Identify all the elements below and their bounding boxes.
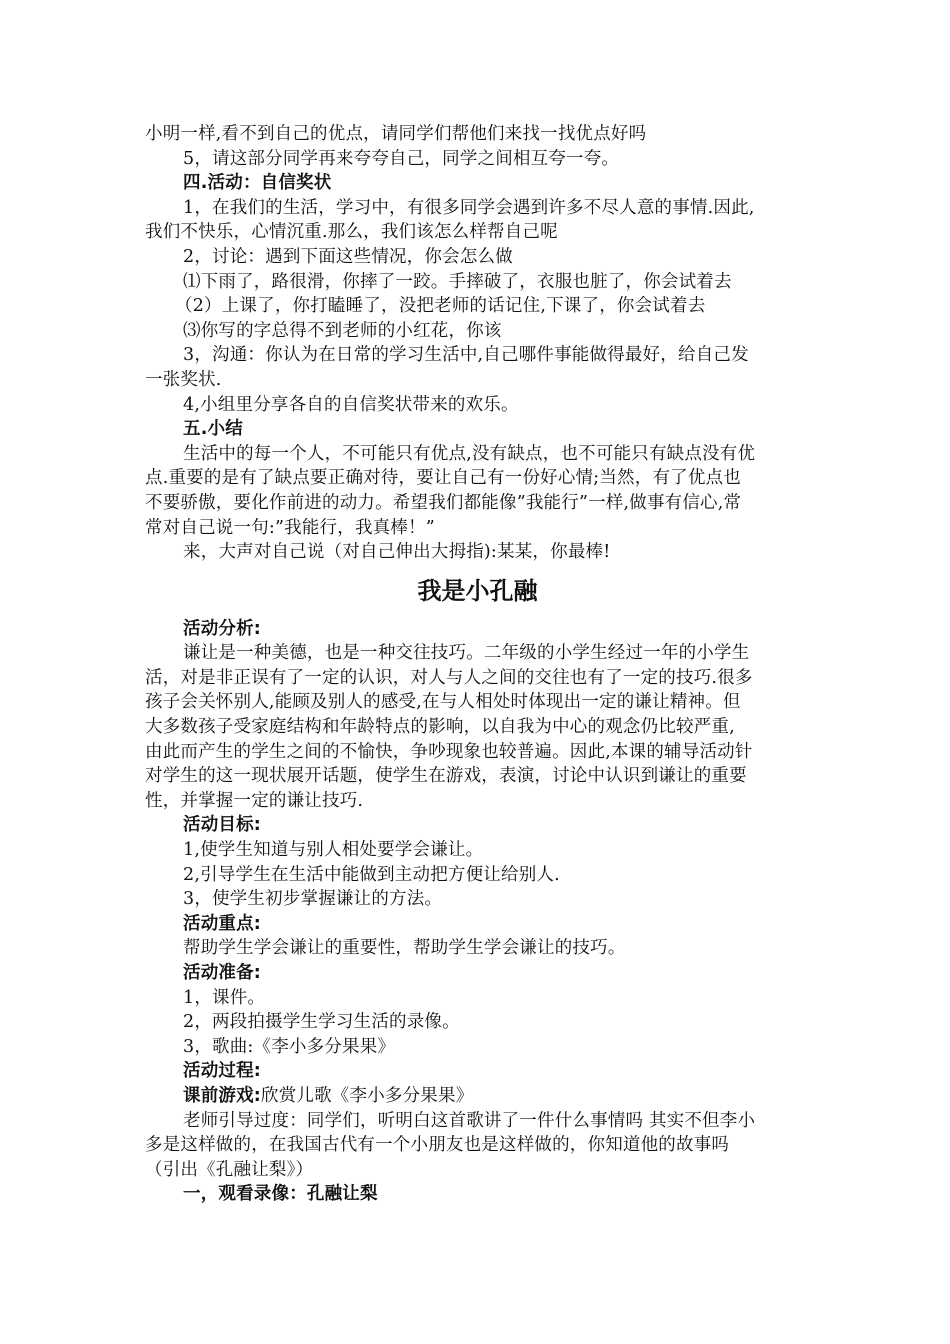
text-line: ⑴下雨了，路很滑，你摔了一跤。手摔破了，衣服也脏了，你会试着去 <box>183 271 732 292</box>
text-line: 大多数孩子受家庭结构和年龄特点的影响，以自我为中心的观念仍比较严重, <box>145 717 735 738</box>
label-analysis: 活动分析: <box>183 618 261 639</box>
text-line: 2,引导学生在生活中能做到主动把方便让给别人. <box>183 864 560 885</box>
label-key: 活动重点: <box>183 913 261 934</box>
text-line: 5，请这部分同学再来夸夸自己，同学之间相互夸一夸。 <box>183 148 620 169</box>
label-goals: 活动目标: <box>183 815 261 836</box>
text-line: 性，并掌握一定的谦让技巧. <box>145 790 364 811</box>
section-heading-4: 四.活动：自信奖状 <box>183 173 332 194</box>
text-line: 来，大声对自己说（对自己伸出大拇指):某某，你最棒! <box>183 542 611 563</box>
text-line: 1，课件。 <box>183 987 266 1008</box>
text-line: 谦让是一种美德，也是一种交往技巧。二年级的小学生经过一年的小学生 <box>183 643 750 664</box>
text-line: 一张奖状. <box>145 369 222 390</box>
step-heading-1: 一，观看录像：孔融让梨 <box>183 1184 378 1205</box>
text-line: （2）上课了，你打瞌睡了，没把老师的话记住,下课了，你会试着去 <box>175 296 706 317</box>
text-line: 不要骄傲，要化作前进的动力。希望我们都能像”我能行”一样,做事有信心,常 <box>145 492 742 513</box>
text-line <box>145 1084 810 1109</box>
text-line: 3，沟通：你认为在日常的学习生活中,自己哪件事能做得最好，给自己发 <box>183 345 749 366</box>
text-line: 1，在我们的生活，学习中，有很多同学会遇到许多不尽人意的事情.因此, <box>183 197 755 218</box>
section-heading-5: 五.小结 <box>183 419 243 440</box>
text-line: ⑶你写的字总得不到老师的小红花，你该 <box>183 320 502 341</box>
pregame-text: 欣赏儿歌《李小多分果果》 <box>261 1085 474 1106</box>
page-title: 我是小孔融 <box>417 576 538 605</box>
text-line: 3，歌曲:《李小多分果果》 <box>183 1036 396 1057</box>
label-pregame: 课前游戏: <box>183 1085 261 1106</box>
text-line: 生活中的每一个人，不可能只有优点,没有缺点，也不可能只有缺点没有优 <box>183 443 756 464</box>
text-line: 老师引导过度：同学们，听明白这首歌讲了一件什么事情吗 其实不但李小 <box>183 1110 756 1131</box>
text-line: 4,小组里分享各自的自信奖状带来的欢乐。 <box>183 394 519 415</box>
text-line: 帮助学生学会谦让的重要性，帮助学生学会谦让的技巧。 <box>183 938 626 959</box>
text-line: 点.重要的是有了缺点要正确对待，要让自己有一份好心情;当然，有了优点也 <box>145 468 741 489</box>
text-line: 3，使学生初步掌握谦让的方法。 <box>183 889 443 910</box>
text-line: 1,使学生知道与别人相处要学会谦让。 <box>183 840 484 861</box>
text-line: 小明一样,看不到自己的优点，请同学们帮他们来找一找优点好吗 <box>145 124 647 144</box>
text-line: （引出《孔融让梨》） <box>145 1159 314 1180</box>
document-page <box>145 122 810 1207</box>
text-line: 活，对是非正误有了一定的认识，对人与人之间的交往也有了一定的技巧.很多 <box>145 667 753 688</box>
label-process: 活动过程: <box>183 1061 261 1082</box>
label-prep: 活动准备: <box>183 963 261 983</box>
text-line: 常对自己说一句:”我能行，我真棒！” <box>145 517 435 538</box>
text-line: 我们不快乐，心情沉重.那么，我们该怎么样帮自己呢 <box>145 222 558 243</box>
text-line: 2，两段拍摄学生学习生活的录像。 <box>183 1012 460 1033</box>
text-line: 孩子会关怀别人,能顾及别人的感受,在与人相处时体现出一定的谦让精神。但 <box>145 692 741 713</box>
text-line: 对学生的这一现状展开话题，使学生在游戏，表演，讨论中认识到谦让的重要 <box>145 766 747 787</box>
text-line: 由此而产生的学生之间的不愉快，争吵现象也较普遍。因此,本课的辅导活动针 <box>145 741 753 762</box>
text-line: 2，讨论：遇到下面这些情况，你会怎么做 <box>183 246 513 267</box>
text-line: 多是这样做的，在我国古代有一个小朋友也是这样做的，你知道他的故事吗 <box>145 1135 730 1156</box>
